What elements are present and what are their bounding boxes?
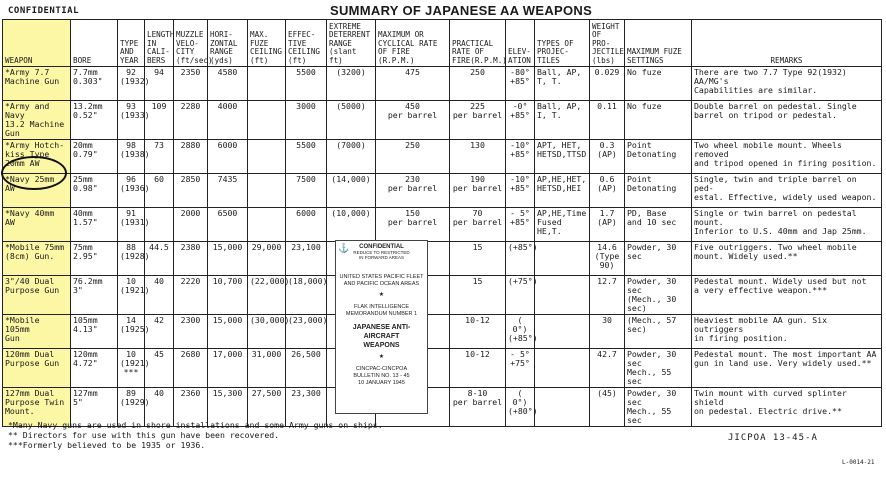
cell-horizontal-range: 7435 — [208, 174, 248, 208]
cell-type-year: 96 (1936) — [118, 174, 145, 208]
inset-flak: FLAK INTELLIGENCE MEMORANDUM NUMBER 1 — [345, 304, 418, 317]
cell-projectiles: Ball, AP, I, T. — [535, 101, 590, 140]
star-icon: ★ — [378, 292, 385, 298]
cell-weapon: 127mm Dual Purpose Twin Mount. — [3, 388, 71, 427]
cell-effective-ceiling: 7500 — [286, 174, 327, 208]
cell-effective-ceiling: 6000 — [286, 208, 327, 242]
cell-length: 94 — [145, 67, 174, 101]
footnotes — [8, 420, 383, 450]
cell-extreme-range: (14,000) — [327, 174, 376, 208]
cell-weapon: *Mobile 105mm Gun — [3, 315, 71, 349]
inset-subject: JAPANESE ANTI-AIRCRAFT WEAPONS — [352, 324, 411, 349]
cell-horizontal-range: 6000 — [208, 140, 248, 174]
confidential-label: CONFIDENTIAL — [8, 6, 80, 16]
cell-length: 73 — [145, 140, 174, 174]
cell-elevation: -80° +85° — [506, 67, 535, 101]
cell-fuze-settings: No fuze — [625, 67, 692, 101]
cell-effective-ceiling: 23,100 — [286, 242, 327, 276]
cell-horizontal-range: 4580 — [208, 67, 248, 101]
cell-length: 44.5 — [145, 242, 174, 276]
cell-remarks: Single, twin and triple barrel on ped- estal. Effective, widely used weapon. — [692, 174, 882, 208]
cell-fuze-settings: Powder, 30 sec Mech., 55 sec — [625, 349, 692, 388]
cell-weight: 14.6 (Type 90) — [590, 242, 625, 276]
cell-fuze-settings: No fuze — [625, 101, 692, 140]
cell-elevation: (+85°) — [506, 242, 535, 276]
cell-effective-ceiling: (18,000) — [286, 276, 327, 315]
cell-practical-rate: 250 — [450, 67, 506, 101]
cell-max-fuze-ceiling: 29,000 — [248, 242, 286, 276]
footnote: *Many Navy guns are used in shore installations and some Army guns on ships. — [8, 420, 383, 430]
cell-projectiles — [535, 388, 590, 427]
cell-length: 40 — [145, 276, 174, 315]
cell-weapon: *Navy 40mm AW — [3, 208, 71, 242]
table-header-row — [3, 20, 882, 67]
cell-remarks: Double barrel on pedestal. Single barrel on tripod or pedestal. — [692, 101, 882, 140]
cell-max-fuze-ceiling: 27,500 — [248, 388, 286, 427]
cell-effective-ceiling: 23,300 — [286, 388, 327, 427]
cell-projectiles — [535, 242, 590, 276]
anchor-icon: ⚓ — [338, 243, 350, 253]
cell-type-year: 92 (1932) — [118, 67, 145, 101]
header-fuze-settings: MAXIMUM FUZE SETTINGS — [625, 20, 692, 67]
inset-fleet: UNITED STATES PACIFIC FLEET AND PACIFIC OCEAN AREAS — [339, 274, 424, 287]
cell-length: 42 — [145, 315, 174, 349]
cell-effective-ceiling: 5500 — [286, 140, 327, 174]
cell-projectiles — [535, 349, 590, 388]
cell-fuze-settings: Powder, 30 sec — [625, 242, 692, 276]
cell-elevation: - 5° +75° — [506, 349, 535, 388]
cell-horizontal-range: 6500 — [208, 208, 248, 242]
cell-practical-rate: 15 — [450, 276, 506, 315]
cell-remarks: There are two 7.7 Type 92(1932) AA/MG's Capabilities are similar. — [692, 67, 882, 101]
cell-fuze-settings: PD, Base and 10 sec — [625, 208, 692, 242]
cell-max-fuze-ceiling — [248, 208, 286, 242]
cell-effective-ceiling: 26,500 — [286, 349, 327, 388]
cell-elevation: -10° +85° — [506, 174, 535, 208]
cell-effective-ceiling: 5500 — [286, 67, 327, 101]
cell-bore: 13.2mm 0.52" — [71, 101, 118, 140]
cell-fuze-settings: Point Detonating — [625, 174, 692, 208]
cell-practical-rate: 10-12 — [450, 349, 506, 388]
inset-confidential: CONFIDENTIAL — [359, 244, 404, 250]
header-extreme-range: EXTREME DETERRENT RANGE (slant ft) — [327, 20, 376, 67]
hand-drawn-circle — [1, 156, 67, 190]
cell-fuze-settings: Powder, 30 sec Mech., 55 sec — [625, 388, 692, 427]
cell-weight: 0.029 — [590, 67, 625, 101]
cell-muzzle-velocity: 2380 — [174, 242, 208, 276]
cell-muzzle-velocity: 2350 — [174, 67, 208, 101]
table-row — [3, 140, 882, 174]
cell-weapon: 3"/40 Dual Purpose Gun — [3, 276, 71, 315]
cell-length: 40 — [145, 388, 174, 427]
document-id: JICPOA 13-45-A — [728, 433, 818, 443]
cell-max-rate: 150 per barrel — [376, 208, 450, 242]
cell-bore: 40mm 1.57" — [71, 208, 118, 242]
cell-horizontal-range: 17,000 — [208, 349, 248, 388]
cell-projectiles — [535, 276, 590, 315]
cell-remarks: Two wheel mobile mount. Wheels removed and tripod opened in firing position. — [692, 140, 882, 174]
cell-weapon: 120mm Dual Purpose Gun — [3, 349, 71, 388]
cell-horizontal-range: 15,300 — [208, 388, 248, 427]
cell-bore: 75mm 2.95" — [71, 242, 118, 276]
header-projectiles: TYPES OF PROJEC-TILES — [535, 20, 590, 67]
header-practical-rate: PRACTICAL RATE OF FIRE(R.P.M.) — [450, 20, 506, 67]
cell-weight: 1.7 (AP) — [590, 208, 625, 242]
cell-projectiles: APT, HET, HETSD,TTSD — [535, 140, 590, 174]
cell-bore: 76.2mm 3" — [71, 276, 118, 315]
table-row — [3, 101, 882, 140]
cell-projectiles: Ball, AP, T, T. — [535, 67, 590, 101]
cell-muzzle-velocity: 2300 — [174, 315, 208, 349]
cell-elevation: - 5° +85° — [506, 208, 535, 242]
cell-weight: 0.3 (AP) — [590, 140, 625, 174]
cell-projectiles — [535, 315, 590, 349]
cell-bore: 7.7mm 0.303" — [71, 67, 118, 101]
cell-type-year: 98 (1938) — [118, 140, 145, 174]
cell-muzzle-velocity: 2000 — [174, 208, 208, 242]
header-weapon: WEAPON — [3, 20, 71, 67]
cell-max-fuze-ceiling: 31,000 — [248, 349, 286, 388]
table-row — [3, 174, 882, 208]
cell-elevation: (+75°) — [506, 276, 535, 315]
cell-practical-rate: 15 — [450, 242, 506, 276]
inset-org: CINCPAC-CINCPOA BULLETIN NO. 13 - 45 10 JANUARY 1945 — [353, 366, 410, 386]
cell-max-fuze-ceiling — [248, 67, 286, 101]
cell-muzzle-velocity: 2880 — [174, 140, 208, 174]
bulletin-cover-inset — [335, 240, 428, 414]
cell-max-fuze-ceiling: (30,000) — [248, 315, 286, 349]
cell-fuze-settings: Point Detonating — [625, 140, 692, 174]
cell-muzzle-velocity: 2680 — [174, 349, 208, 388]
cell-type-year: 93 (1933) — [118, 101, 145, 140]
cell-muzzle-velocity: 2850 — [174, 174, 208, 208]
footnote: ***Formerly believed to be 1935 or 1936. — [8, 440, 206, 450]
cell-bore: 105mm 4.13" — [71, 315, 118, 349]
table-row — [3, 276, 882, 315]
cell-type-year: 14 (1925) — [118, 315, 145, 349]
table-row — [3, 349, 882, 388]
header-max-fuze-ceiling: MAX. FUZE CEILING (ft) — [248, 20, 286, 67]
cell-weight: 0.11 — [590, 101, 625, 140]
cell-elevation: ( 0°) (+80°) — [506, 388, 535, 427]
cell-effective-ceiling: 3000 — [286, 101, 327, 140]
footnote: ** Directors for use with this gun have been recovered. — [8, 430, 280, 440]
cell-max-fuze-ceiling — [248, 174, 286, 208]
cell-practical-rate: 130 — [450, 140, 506, 174]
cell-type-year: 89 (1929) — [118, 388, 145, 427]
small-code: L-0014-21 — [842, 459, 875, 466]
header-bore: BORE — [71, 20, 118, 67]
cell-max-rate: 250 — [376, 140, 450, 174]
cell-remarks: Five outriggers. Two wheel mobile mount. Widely used.** — [692, 242, 882, 276]
cell-remarks: Heaviest mobile AA gun. Six outriggers in firing position. — [692, 315, 882, 349]
cell-projectiles: AP,HE,HET, HETSD,HEI — [535, 174, 590, 208]
cell-horizontal-range: 15,000 — [208, 242, 248, 276]
header-remarks: REMARKS — [692, 20, 882, 67]
cell-elevation: -10° +85° — [506, 140, 535, 174]
header-length: LENGTH IN CALI-BERS — [145, 20, 174, 67]
cell-extreme-range: (7000) — [327, 140, 376, 174]
cell-length: 45 — [145, 349, 174, 388]
cell-weapon: *Mobile 75mm (8cm) Gun. — [3, 242, 71, 276]
cell-weight: 0.6 (AP) — [590, 174, 625, 208]
cell-type-year: 10 (1921) *** — [118, 349, 145, 388]
cell-fuze-settings: Powder, 30 sec (Mech., 30 sec) — [625, 276, 692, 315]
cell-muzzle-velocity: 2360 — [174, 388, 208, 427]
cell-bore: 127mm 5" — [71, 388, 118, 427]
table-row — [3, 315, 882, 349]
table-row — [3, 67, 882, 101]
cell-max-rate: 450 per barrel — [376, 101, 450, 140]
cell-weight: 12.7 — [590, 276, 625, 315]
header-muzzle-velocity: MUZZLE VELO-CITY (ft/sec) — [174, 20, 208, 67]
cell-length: 60 — [145, 174, 174, 208]
table-row — [3, 242, 882, 276]
cell-elevation: ( 0°) (+85°) — [506, 315, 535, 349]
cell-remarks: Pedestal mount. Widely used but not a very effective weapon.*** — [692, 276, 882, 315]
document-title: SUMMARY OF JAPANESE AA WEAPONS — [330, 3, 593, 18]
header-elevation: ELEV-ATION — [506, 20, 535, 67]
cell-remarks: Pedestal mount. The most important AA gun in land use. Very widely used.** — [692, 349, 882, 388]
header-max-rate: MAXIMUM OR CYCLICAL RATE OF FIRE (R.P.M.) — [376, 20, 450, 67]
cell-muzzle-velocity: 2220 — [174, 276, 208, 315]
cell-practical-rate: 70 per barrel — [450, 208, 506, 242]
cell-bore: 25mm 0.98" — [71, 174, 118, 208]
aa-weapons-table — [2, 19, 882, 427]
cell-extreme-range: (3200) — [327, 67, 376, 101]
cell-length: 109 — [145, 101, 174, 140]
cell-muzzle-velocity: 2280 — [174, 101, 208, 140]
cell-practical-rate: 190 per barrel — [450, 174, 506, 208]
cell-horizontal-range: 10,700 — [208, 276, 248, 315]
table-body — [3, 67, 882, 427]
cell-remarks: Single or twin barrel on pedestal mount. Inferior to U.S. 40mm and Jap 25mm. — [692, 208, 882, 242]
cell-projectiles: AP,HE,Time Fused HE,T. — [535, 208, 590, 242]
cell-practical-rate: 225 per barrel — [450, 101, 506, 140]
cell-weight: 30 — [590, 315, 625, 349]
cell-extreme-range: (5000) — [327, 101, 376, 140]
cell-max-rate: 475 — [376, 67, 450, 101]
cell-type-year: 91 (1931) — [118, 208, 145, 242]
cell-type-year: 88 (1928) — [118, 242, 145, 276]
cell-bore: 120mm 4.72" — [71, 349, 118, 388]
cell-max-fuze-ceiling — [248, 140, 286, 174]
header-type-year: TYPE AND YEAR — [118, 20, 145, 67]
cell-weapon: *Army Hotch- kiss Type 20mm AW — [3, 140, 71, 174]
header-effective-ceiling: EFFEC-TIVE CEILING (ft) — [286, 20, 327, 67]
cell-horizontal-range: 4000 — [208, 101, 248, 140]
cell-fuze-settings: (Mech., 57 sec) — [625, 315, 692, 349]
header-horizontal-range: HORI-ZONTAL RANGE (yds) — [208, 20, 248, 67]
cell-max-rate: 230 per barrel — [376, 174, 450, 208]
cell-effective-ceiling: (23,000) — [286, 315, 327, 349]
inset-restrict: REDUCE TO RESTRICTED IN FORWARD AREAS — [353, 250, 410, 260]
cell-max-fuze-ceiling: (22,000) — [248, 276, 286, 315]
cell-weight: (45) — [590, 388, 625, 427]
header-weight: WEIGHT OF PRO-JECTILE (lbs) — [590, 20, 625, 67]
cell-weapon: *Navy 25mm AW — [3, 174, 71, 208]
cell-bore: 20mm 0.79" — [71, 140, 118, 174]
cell-horizontal-range: 15,000 — [208, 315, 248, 349]
cell-max-fuze-ceiling — [248, 101, 286, 140]
cell-extreme-range: (10,000) — [327, 208, 376, 242]
cell-weapon: *Army and Navy 13.2 Machine Gun — [3, 101, 71, 140]
cell-type-year: 10 (1921) — [118, 276, 145, 315]
cell-weapon: *Army 7.7 Machine Gun — [3, 67, 71, 101]
cell-remarks: Twin mount with curved splinter shield on pedestal. Electric drive.** — [692, 388, 882, 427]
star-icon: ★ — [378, 354, 385, 360]
cell-practical-rate: 10-12 — [450, 315, 506, 349]
cell-weight: 42.7 — [590, 349, 625, 388]
cell-elevation: -0° +85° — [506, 101, 535, 140]
table-row — [3, 208, 882, 242]
cell-practical-rate: 8-10 per barrel — [450, 388, 506, 427]
